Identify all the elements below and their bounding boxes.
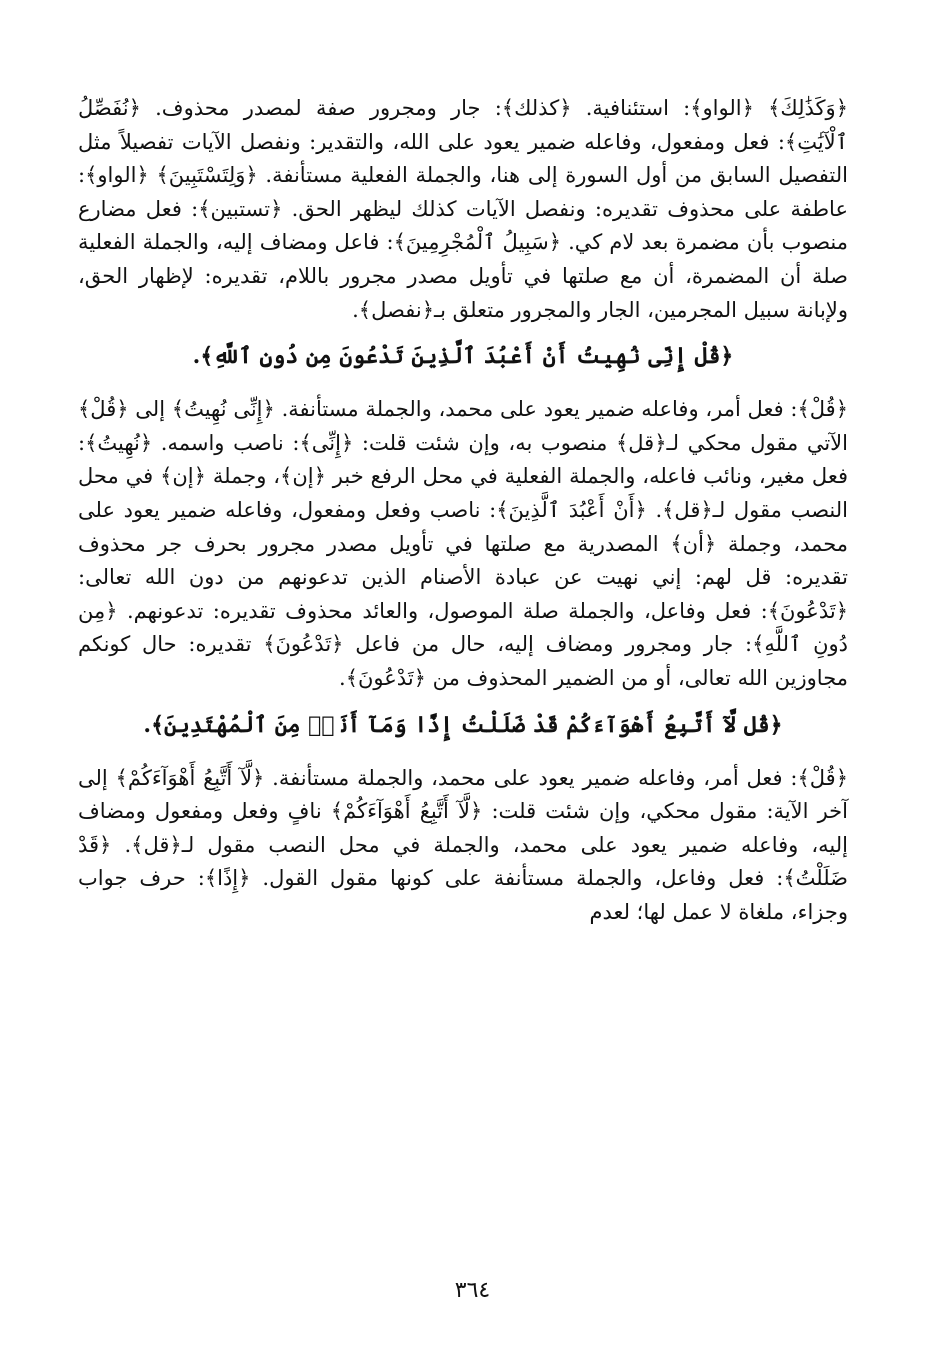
paragraph-kadhalika: ﴿وَكَذَٰلِكَ﴾ ﴿الواو﴾: استئنافية. ﴿كذلك﴾: جار ومجرور صفة لمصدر محذوف. ﴿نُفَصِّلُ ٱلْآيَٰتِ﴾: فعل ومفعول، وفاعله ضمير يعود على الله، والتقدير: ونفصل الآيات تفصيلاً مثل التفصيل السابق من أول السورة إلى هنا، والجملة الفعلية مستأنفة. ﴿وَلِتَسْتَبِينَ﴾ ﴿الواو﴾: عاطفة على محذوف تقديره: ونفصل الآيات كذلك ليظهر الحق. ﴿تستبين﴾: فعل مضارع منصوب بأن مضمرة بعد لام كي. ﴿سَبِيلُ ٱلْمُجْرِمِينَ﴾: فاعل ومضاف إليه، والجملة الفعلية صلة أن المضمرة، أن مع صلتها في تأويل مصدر مجرور باللام، تقديره: لإظهار الحق، ولإبانة سبيل المجرمين، الجار والمجرور متعلق بـ﴿نفصل﴾. [78, 96, 848, 322]
paragraph-qul-inni: ﴿قُلْ﴾: فعل أمر، وفاعله ضمير يعود على محمد، والجملة مستأنفة. ﴿إِنِّى نُهِيتُ﴾ إلى ﴿قُلْ﴾ الآتي مقول محكي لـ﴿قل﴾ منصوب به، وإن شئت قلت: ﴿إِنِّى﴾: ناصب واسمه. ﴿نُهِيتُ﴾: فعل مغير، ونائب فاعله، والجملة الفعلية في محل الرفع خبر ﴿إن﴾، وجملة ﴿إن﴾ في محل النصب مقول لـ﴿قل﴾. ﴿أَنْ أَعْبُدَ ٱلَّذِينَ﴾: ناصب وفعل ومفعول، وفاعله ضمير يعود على محمد، وجملة ﴿أن﴾ المصدرية مع صلتها في تأويل مصدر مجرور بحرف جر محذوف تقديره: قل لهم: إني نهيت عن عبادة الأصنام الذين تدعونهم من دون الله تعالى: ﴿تَدْعُونَ﴾: فعل وفاعل، والجملة صلة الموصول، والعائد محذوف تقديره: تدعونهم. ﴿مِن دُونِ ٱللَّهِ﴾: جار ومجرور ومضاف إليه، حال من فاعل ﴿تَدْعُونَ﴾ تقديره: حال كونكم مجاوزين الله تعالى، أو من الضمير المحذوف من ﴿تَدْعُونَ﴾. [78, 397, 848, 690]
verse-qul-la-attabiu: ﴿قُل لَّآ أَتَّبِعُ أَهْوَآءَكُمْ قَدْ ضَلَلْتُ إِذًا وَمَآ أَنَا۠ مِنَ ٱلْمُهْتَدِينَ﴾. [143, 711, 783, 738]
paragraph-qul-la: ﴿قُلْ﴾: فعل أمر، وفاعله ضمير يعود على محمد، والجملة مستأنفة. ﴿لَّآ أَتَّبِعُ أَهْوَآءَكُمْ﴾ إلى آخر الآية: مقول محكي، وإن شئت قلت: ﴿لَّآ أَتَّبِعُ أَهْوَآءَكُمْ﴾ نافٍ وفعل ومفعول ومضاف إليه، وفاعله ضمير يعود على محمد، والجملة في محل النصب مقول لـ﴿قل﴾. ﴿قَدْ ضَلَلْتُ﴾: فعل وفاعل، والجملة مستأنفة على كونها مقول القول. ﴿إِذًا﴾: حرف جواب وجزاء، ملغاة لا عمل لها؛ لعدم [78, 765, 848, 924]
verse-qul-inni-nuhitu: ﴿قُلْ إِنِّى نُهِيتُ أَنْ أَعْبُدَ ٱلَّذِينَ تَدْعُونَ مِن دُونِ ٱللَّهِ﴾. [192, 343, 734, 370]
page-body [78, 92, 848, 929]
page-number: ٣٦٤ [454, 1278, 491, 1303]
